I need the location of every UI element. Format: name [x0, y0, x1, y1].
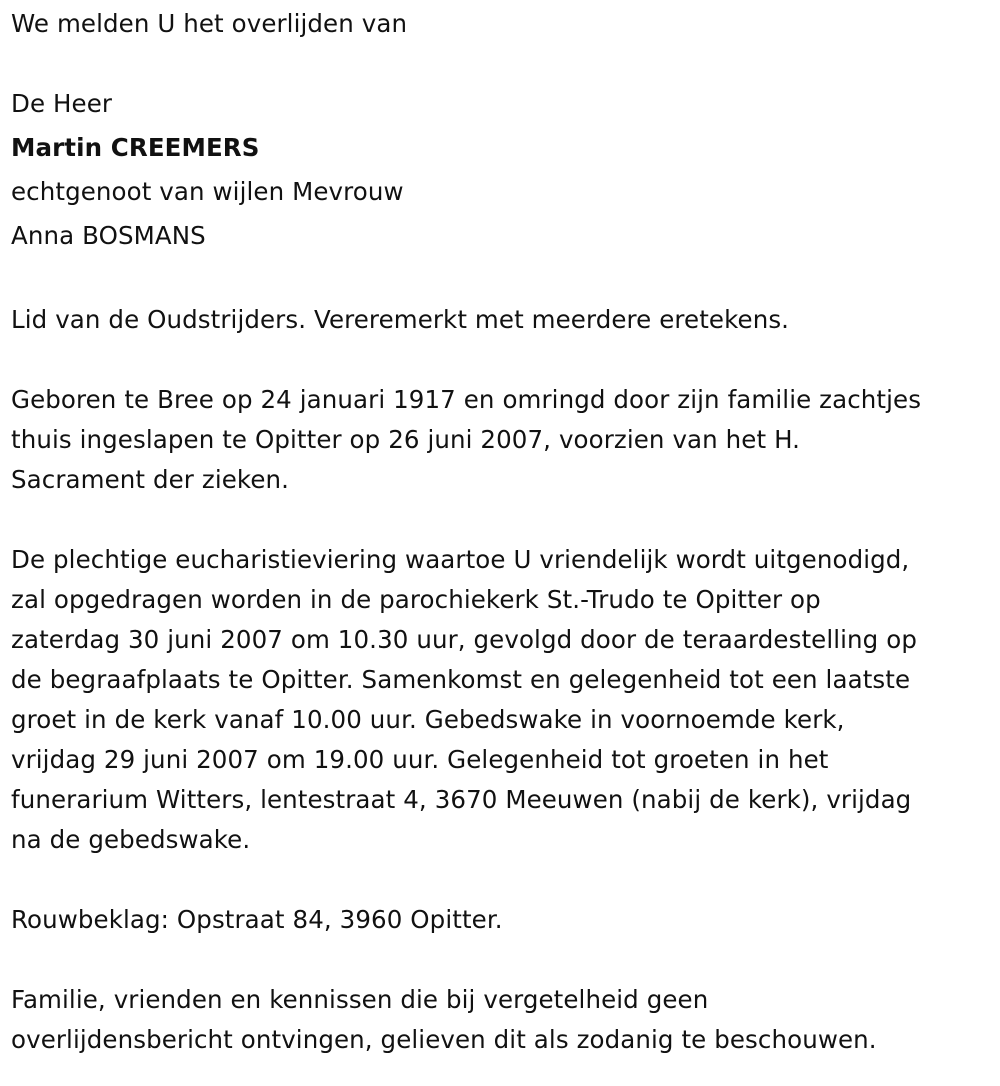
birth-death-paragraph [11, 380, 993, 500]
spacer [11, 500, 993, 540]
paragraph-line: Familie, vrienden en kennissen die bij vergetelheid geen [11, 985, 709, 1014]
paragraph-line: na de gebedswake. [11, 825, 251, 854]
spacer [11, 860, 993, 900]
paragraph-line: de begraafplaats te Opitter. Samenkomst en gelegenheid tot een laatste [11, 665, 911, 694]
spouse-line-1: echtgenoot van wijlen Mevrouw [11, 177, 404, 206]
spouse-line-2: Anna BOSMANS [11, 221, 206, 250]
deceased-name: Martin CREEMERS [11, 133, 260, 162]
paragraph-line: vrijdag 29 juni 2007 om 19.00 uur. Gelegenheid tot groeten in het [11, 745, 829, 774]
deceased-title: De Heer [11, 89, 113, 118]
paragraph-line: zal opgedragen worden in de parochiekerk St.-Trudo te Opitter op [11, 585, 821, 614]
condolence-address: Rouwbeklag: Opstraat 84, 3960 Opitter. [11, 905, 503, 934]
paragraph-line: Sacrament der zieken. [11, 465, 290, 494]
spacer [11, 260, 993, 300]
paragraph-line: Geboren te Bree op 24 januari 1917 en omringd door zijn familie zachtjes [11, 385, 922, 414]
intro-text: We melden U het overlijden van [11, 9, 408, 38]
honors-text: Lid van de Oudstrijders. Vereremerkt met meerdere eretekens. [11, 305, 790, 334]
paragraph-line: groet in de kerk vanaf 10.00 uur. Gebedswake in voornoemde kerk, [11, 705, 845, 734]
spacer [11, 940, 993, 980]
paragraph-line: De plechtige eucharistieviering waartoe U vriendelijk wordt uitgenodigd, [11, 545, 910, 574]
paragraph-line: zaterdag 30 juni 2007 om 10.30 uur, gevolgd door de teraardestelling op [11, 625, 917, 654]
paragraph-line: funerarium Witters, lentestraat 4, 3670 Meeuwen (nabij de kerk), vrijdag [11, 785, 912, 814]
spacer [11, 340, 993, 380]
closing-paragraph [11, 980, 993, 1060]
spacer [11, 44, 993, 84]
paragraph-line: thuis ingeslapen te Opitter op 26 juni 2007, voorzien van het H. [11, 425, 801, 454]
ceremony-paragraph [11, 540, 993, 860]
death-notice [11, 4, 993, 1060]
paragraph-line: overlijdensbericht ontvingen, gelieven dit als zodanig te beschouwen. [11, 1025, 877, 1054]
